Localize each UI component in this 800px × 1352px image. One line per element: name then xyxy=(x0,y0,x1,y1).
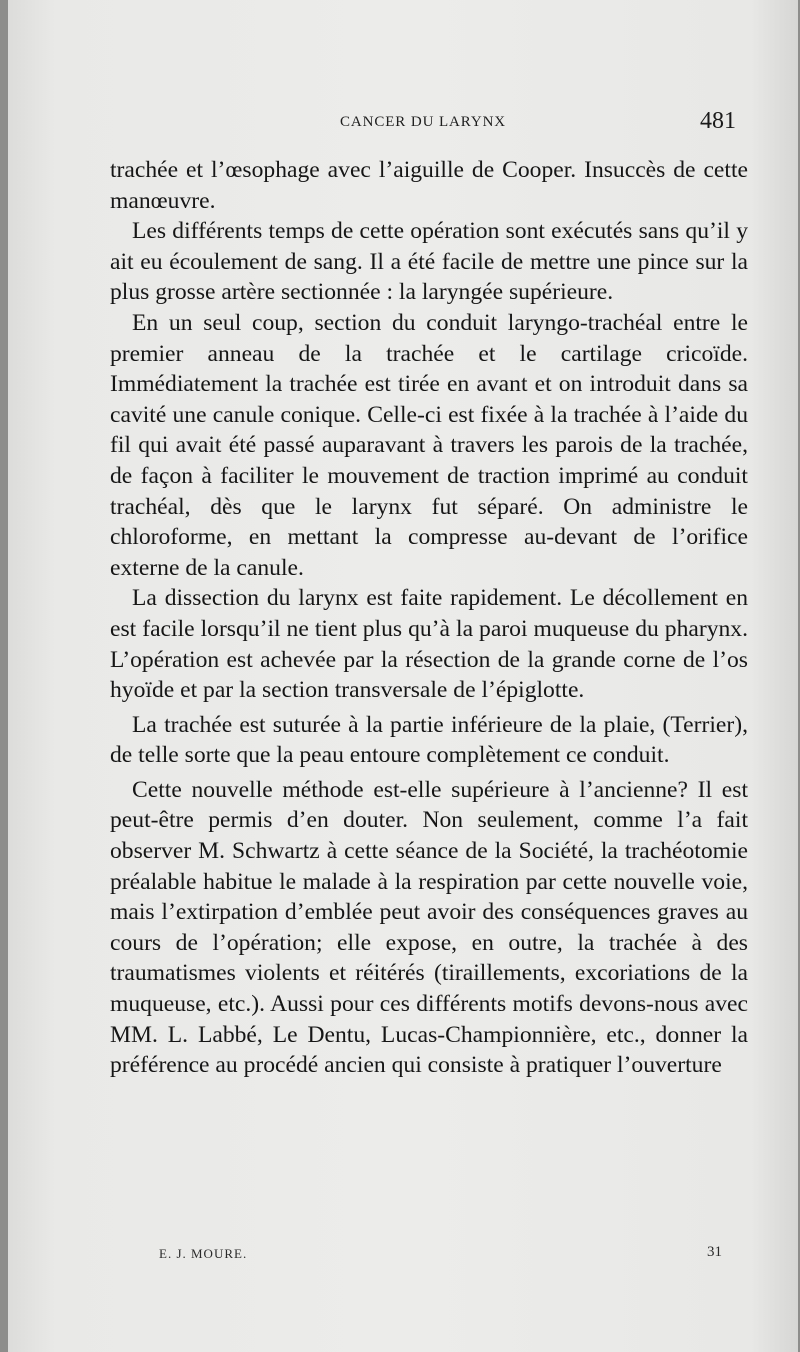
paragraph: Cette nouvelle méthode est-elle supérieure à l’ancienne? Il est peut-être permis d’en douter. Non seulement, comme l’a fait observer M. Schwartz à cette séance de la Société, la trachéotomie préalable habitue le malade à la respiration par cette nouvelle voie, mais l’extirpation d’emblée peut avoir des conséquences graves au cours de l’opération; elle expose, en outre, la trachée à des traumatismes violents et réitérés (tiraillements, excoriations de la muqueuse, etc.). Aussi pour ces différents motifs devons-nous avec MM. L. Labbé, Le Dentu, Lucas-Championnière, etc., donner la préférence au procédé ancien qui consiste à pratiquer l’ouverture xyxy=(110,776,748,1079)
paragraph: Les différents temps de cette opération sont exécutés sans qu’il y ait eu écoulement de sang. Il a été facile de mettre une pince sur la plus grosse artère sectionnée : la laryngée supérieure. xyxy=(110,218,748,306)
paragraph: trachée et l’œsophage avec l’aiguille de Cooper. Insuccès de cette manœuvre. xyxy=(110,157,748,214)
sheet-mark: 31 xyxy=(707,1244,722,1260)
body-text xyxy=(110,155,748,1081)
running-title: CANCER DU LARYNX xyxy=(339,114,507,130)
printer-signature: E. J. MOURE. xyxy=(159,1246,248,1261)
page-footer xyxy=(159,1244,736,1268)
paragraph: En un seul coup, section du conduit laryngo-trachéal entre le premier anneau de la trachée et le cartilage cricoïde. Immédiatement la trachée est tirée en avant et on introduit dans sa cavité une canule conique. Celle-ci est fixée à la trachée à l’aide du fil qui avait été passé auparavant à travers les parois de la trachée, de façon à faciliter le mouvement de traction imprimé au conduit trachéal, dès que le larynx fut séparé. On administre le chloroforme, en mettant la compresse au-devant de l’orifice externe de la canule. xyxy=(110,309,748,581)
paragraph: La trachée est suturée à la partie inférieure de la plaie, (Terrier), de telle sorte que la peau entoure complètement ce conduit. xyxy=(110,711,748,769)
paragraph: La dissection du larynx est faite rapidement. Le décollement en est facile lorsqu’il ne tient plus qu’à la paroi muqueuse du pharynx. L’opération est achevée par la résection de la grande corne de l’os hyoïde et par la section transversale de l’épiglotte. xyxy=(110,585,748,704)
page-number: 481 xyxy=(700,108,736,134)
page-header xyxy=(110,108,736,138)
book-page xyxy=(8,0,798,1352)
